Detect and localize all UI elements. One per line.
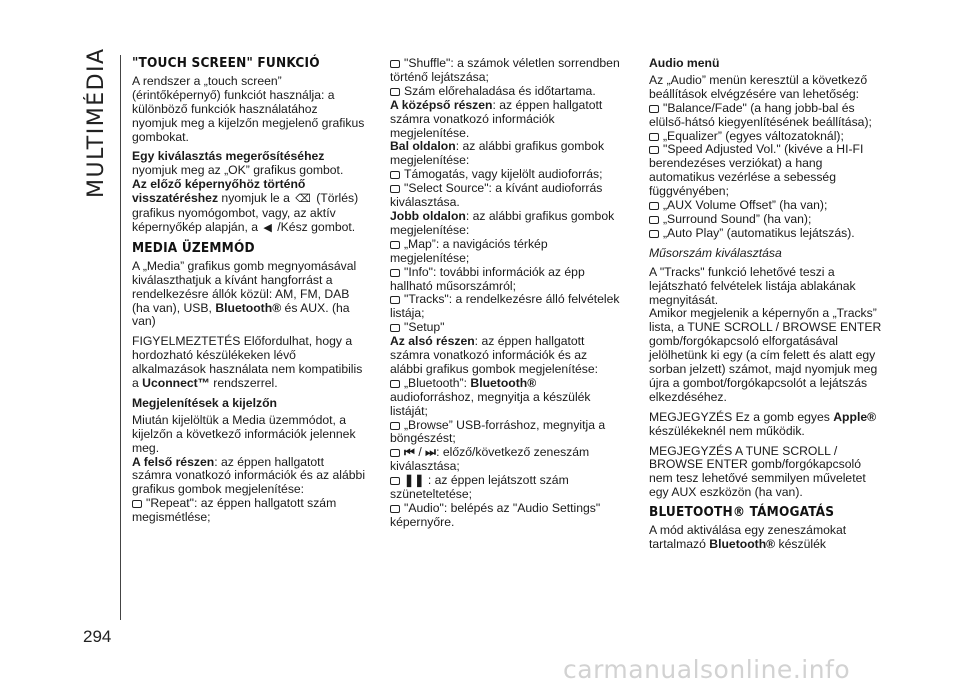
bottom-section-text: : az éppen hallgatott számra vonatkozó információk és az alábbi grafikus gombok megjelenítése: (390, 334, 598, 376)
list-item-shuffle (390, 57, 622, 85)
button-icon (390, 380, 400, 388)
heading-display: Megjelenítések a kijelzőn (132, 395, 277, 410)
surround-text: „Surround Sound” (ha van); (663, 211, 812, 226)
column-1 (132, 57, 366, 525)
tracks-intro: A "Tracks" funkció lehetővé teszi a lejátszható felvételek listája ablakának megnyitását. (649, 264, 856, 307)
warning-text-a: FIGYELMEZTETÉS Előfordulhat, hogy a hordozható készülékeken lévő alkalmazások használata nem kompatibilis a (132, 334, 363, 391)
heading-touch-screen: "TOUCH SCREEN" FUNKCIÓ (132, 55, 320, 71)
media-bluetooth: Bluetooth® (215, 300, 282, 315)
bluetooth-brand: Bluetooth® (709, 537, 776, 551)
button-icon (390, 449, 400, 457)
back-paragraph (132, 178, 366, 236)
back-text-c: /Kész gombot. (273, 219, 356, 234)
back-text-b: (Törlés) grafikus nyomógombot, vagy, az aktív képernyőkép alapján, a (132, 191, 359, 234)
right-side-label: Jobb oldalon (390, 208, 466, 223)
top-section-text: : az éppen hallgatott számra vonatkozó információk és az alábbi grafikus gombok megjelenítése: (132, 454, 366, 497)
repeat-text: "Repeat": az éppen hallgatott szám megismétlése; (132, 496, 337, 525)
button-icon (649, 230, 659, 238)
auto-play-text: „Auto Play” (automatikus lejátszás). (663, 225, 855, 240)
pause-icon: ❚❚ (404, 473, 425, 488)
aux-offset-text: „AUX Volume Offset” (ha van); (663, 198, 828, 213)
middle-section-label: A középső részen (390, 97, 493, 112)
note-apple-brand: Apple® (833, 409, 877, 424)
middle-section-paragraph (390, 99, 622, 141)
media-text-a: A „Media” grafikus gomb megnyomásával kiválaszthatjuk a kívánt hangforrást a rendelkezésre állók közül: AM, FM, DAB (ha van), USB, (132, 258, 357, 315)
heading-media-mode: MEDIA ÜZEMMÓD (132, 239, 255, 256)
list-item-source (390, 168, 622, 182)
list-item-auto-play (649, 227, 887, 241)
button-icon (390, 171, 400, 179)
note-aux: MEGJEGYZÉS A TUNE SCROLL / BROWSE ENTER gomb/forgókapcsoló nem tesz lehetővé semmilyen műveletet egy AUX eszközön (ha van). (649, 443, 866, 500)
confirm-label: Egy kiválasztás megerősítéséhez (132, 149, 325, 164)
button-icon (390, 505, 400, 513)
middle-section-text: : az éppen hallgatott számra vonatkozó információk megjelenítése. (390, 97, 603, 140)
speed-volume-text: "Speed Adjusted Vol." (kivéve a HI-FI berendezéses verziókat) a hang automatikus vezérlése a sebesség függvényében; (649, 142, 864, 199)
select-source-text: "Select Source": a kívánt audioforrás kiválasztása. (390, 181, 603, 210)
list-item-equalizer (649, 130, 887, 144)
list-item-aux-offset (649, 199, 887, 213)
right-side-paragraph (390, 210, 622, 238)
progress-text: Szám előrehaladása és időtartama. (404, 83, 596, 98)
button-icon (390, 477, 400, 485)
shuffle-text: "Shuffle": a számok véletlen sorrendben történő lejátszása; (390, 56, 620, 84)
watermark: carmanualsonline.info (563, 655, 851, 684)
bottom-section-label: Az alsó részen (390, 334, 475, 349)
button-icon (390, 60, 400, 68)
media-text-b: és AUX. (ha van) (132, 300, 350, 329)
right-side-text: : az alábbi grafikus gombok megjelenítése: (390, 208, 615, 237)
bluetooth-text-b: készülék (775, 537, 826, 551)
list-item-speed-volume (649, 143, 887, 199)
media-paragraph (132, 260, 366, 330)
top-section-paragraph (132, 456, 366, 498)
setup-text: "Setup" (404, 320, 445, 335)
left-side-paragraph (390, 140, 622, 168)
list-item-browse (390, 419, 622, 447)
list-item-surround (649, 213, 887, 227)
button-icon (649, 202, 659, 210)
heading-bluetooth-support: BLUETOOTH® TÁMOGATÁS (649, 504, 835, 521)
heading-audio-menu: Audio menü (649, 56, 720, 70)
button-icon (390, 88, 400, 96)
bluetooth-text-a: A mód aktiválása egy zeneszámokat tartalmazó (649, 523, 847, 551)
audio-intro: Az „Audio” menün keresztül a következő beállítások elvégzésére van lehetőség: (649, 72, 868, 101)
confirm-paragraph (132, 150, 366, 178)
map-text: „Map”: a navigációs térkép megjelenítése; (390, 236, 548, 265)
heading-track-selection: Műsorszám kiválasztása (649, 245, 782, 260)
section-divider-line (120, 55, 121, 620)
bluetooth-brand: Bluetooth® (470, 375, 537, 390)
source-text: Támogatás, vagy kijelölt audioforrás; (404, 167, 603, 182)
button-icon (649, 105, 659, 113)
warning-paragraph (132, 335, 366, 391)
button-icon (390, 296, 400, 304)
button-icon (390, 324, 400, 332)
pause-text: : az éppen lejátszott szám szüneteltetése; (390, 473, 569, 502)
list-item-tracks (390, 293, 622, 321)
note-apple (649, 411, 887, 439)
previous-track-icon: ⏮ (404, 445, 415, 460)
list-item-pause (390, 474, 622, 502)
balance-text: "Balance/Fade" (a hang jobb-bal és elülső-hátsó kiegyenlítésének beállítása); (649, 100, 872, 129)
list-item-repeat (132, 497, 366, 525)
button-icon (649, 146, 659, 154)
list-item-map (390, 238, 622, 266)
list-item-prev-next (390, 446, 622, 474)
button-icon (390, 269, 400, 277)
bluetooth-paragraph (649, 524, 887, 552)
delete-icon: ⌫ (295, 193, 311, 206)
warning-text-b: rendszerrel. (209, 376, 278, 391)
button-icon (390, 241, 400, 249)
column-3 (649, 57, 887, 552)
bottom-section-paragraph (390, 335, 622, 377)
tracks-text: "Tracks": a rendelkezésre álló felvételek listája; (390, 292, 620, 321)
top-section-label: A felső részen (132, 454, 215, 469)
button-icon (649, 133, 659, 141)
tracks-instructions: Amikor megjelenik a képernyőn a „Tracks” lista, a TUNE SCROLL / BROWSE ENTER gomb/forgókapcsoló elforgatásával jelölhetünk ki egy (a cím felett és alatt egy sorban jelzett) számot, majd nyomjuk meg újra a gombot/forgókapcsolót a lejátszás elkezdéséhez. (649, 306, 882, 404)
bluetooth-text-a: „Bluetooth”: (404, 375, 471, 390)
bluetooth-text-b: audioforráshoz, megnyitja a készülék listáját; (390, 389, 591, 418)
prev-next-text: : előző/következő zeneszám kiválasztása; (390, 445, 590, 474)
page-number: 294 (83, 627, 112, 646)
back-label: Az előző képernyőhöz történő visszatéréshez (132, 177, 306, 206)
equalizer-text: „Equalizer” (egyes változatoknál); (663, 128, 844, 143)
next-track-icon: ⏭ (425, 445, 437, 460)
touch-intro: A rendszer a „touch screen” (érintőképernyő) funkciót használja: a különböző funkciók használatához nyomjuk meg a kijelzőn megjelenő grafikus gombokat. (132, 73, 365, 144)
back-text-a: nyomjuk le a (218, 191, 294, 206)
list-item-progress (390, 85, 622, 99)
button-icon (390, 185, 400, 193)
left-side-label: Bal oldalon (390, 139, 456, 154)
prev-next-sep: / (414, 445, 426, 460)
back-arrow-icon: ◀ (263, 221, 272, 234)
list-item-info (390, 266, 622, 294)
warning-uconnect: Uconnect™ (142, 376, 210, 391)
button-icon (390, 422, 400, 430)
list-item-setup (390, 321, 622, 335)
info-text: "Info": további információk az épp hallható műsorszámról; (390, 264, 585, 293)
list-item-balance (649, 102, 887, 130)
left-side-text: : az alábbi grafikus gombok megjelenítése: (390, 139, 605, 168)
note-apple-text-a: MEGJEGYZÉS Ez a gomb egyes (649, 409, 834, 424)
note-apple-text-b: készülékeknél nem működik. (649, 423, 805, 438)
confirm-text: nyomjuk meg az „OK” grafikus gombot. (132, 163, 344, 178)
list-item-audio (390, 502, 622, 530)
column-2 (390, 57, 622, 530)
section-side-title: MULTIMÉDIA (84, 47, 109, 198)
browse-text: „Browse” USB-forráshoz, megnyitja a böngészést; (390, 417, 606, 446)
list-item-select-source (390, 182, 622, 210)
display-intro: Miután kijelöltük a Media üzemmódot, a kijelzőn a következő információk jelennek meg. (132, 412, 356, 455)
button-icon (132, 500, 142, 508)
button-icon (649, 216, 659, 224)
audio-text: "Audio": belépés az "Audio Settings" képernyőre. (390, 501, 601, 529)
list-item-bluetooth (390, 377, 622, 419)
